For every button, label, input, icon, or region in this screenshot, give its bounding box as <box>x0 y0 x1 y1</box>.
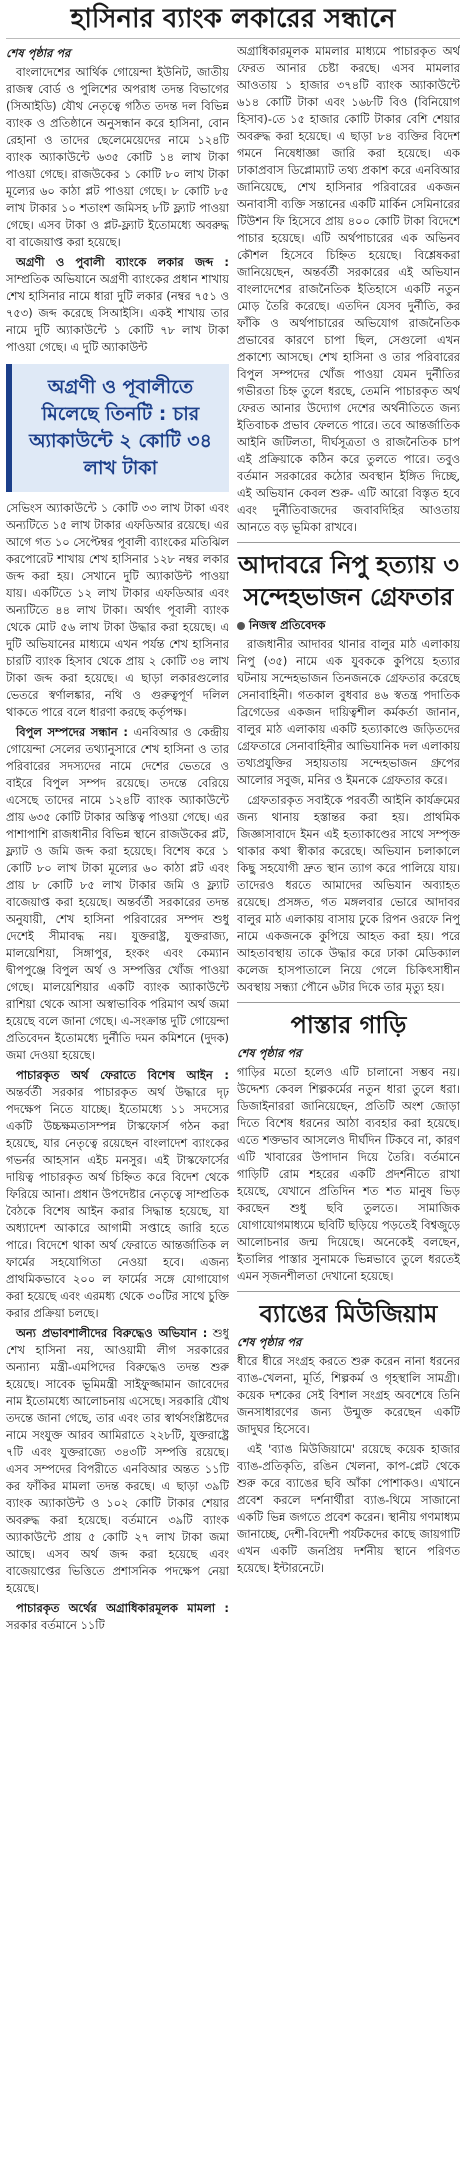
continuation-label: শেষ পৃষ্ঠার পর <box>237 1046 302 1060</box>
continuation-label: শেষ পৃষ্ঠার পর <box>237 1335 302 1349</box>
subheading: বিপুল সম্পদের সন্ধান : <box>16 725 128 739</box>
article-paragraph: এনবিআর ও কেন্দ্রীয় গোয়েন্দা সেলের তথ্যানুসারে শেখ হাসিনা ও তার পরিবারের সদস্যদের নামে দেশের ভেতরে ও বাইরে বিপুল সম্পদ রয়েছে। তদন্তে বেরিয়ে এসেছে তাদের নামে ১২৪টি ব্যাংক অ্যাকাউন্টে প্রায় ৬৩৫ কোটি টাকার অস্তিত্ব পাওয়া গেছে। এর পাশাপাশি রাজধানীর বিভিন্ন স্থানে রাজউকের প্লট, ফ্ল্যাট ও জমি জব্দ করা হয়েছে। বিশেষ করে ১ কোটি ৮০ লাখ টাকা মূল্যের ৬০ কাঠা প্লট এবং প্রায় ৮ কোটি ৮৫ লাখ টাকার জমি ও ফ্ল্যাট বাজেয়াপ্ত করা হয়েছে। অন্তর্বর্তী সরকারের তদন্ত অনুযায়ী, শেখ হাসিনা পরিবারের সম্পদ শুধু দেশেই সীমাবদ্ধ নয়। যুক্তরাষ্ট্র, যুক্তরাজ্য, মালয়েশিয়া, সিঙ্গাপুর, হংকং এবং কেম্যান দ্বীপপুঞ্জে বিপুল অর্থ ও সম্পত্তির খোঁজ পাওয়া গেছে। মালয়েশিয়ার একটি ব্যাংক অ্যাকাউন্টে রাশিয়া থেকে আসা অস্বাভাবিক পরিমাণ অর্থ জমা হয়েছে বলে জানা গেছে। এ-সংক্রান্ত দুটি গোয়েন্দা প্রতিবেদন ইতোমধ্যে দুর্নীতি দমন কমিশনে (দুদক) জমা দেওয়া হয়েছে। <box>6 725 229 1062</box>
main-headline: হাসিনার ব্যাংক লকারের সন্ধানে <box>6 2 460 39</box>
subheading: অন্য প্রভাবশালীদের বিরুদ্ধেও অভিযান : <box>16 1326 208 1340</box>
subheading: পাচারকৃত অর্থের অগ্রাধিকারমূলক মামলা : <box>16 1601 229 1615</box>
story-headline-frog-museum: ব্যাঙের মিউজিয়াম <box>237 1291 460 1330</box>
subheading: পাচারকৃত অর্থ ফেরাতে বিশেষ আইন : <box>16 1068 229 1082</box>
article-paragraph: গাড়ির মতো হলেও এটি চালানো সম্ভব নয়। উদ্দেশ্য কেবল শিল্পকর্মের নতুন ধারা তুলে ধরা। ডিজাইনাররা জানিয়েছেন, প্রতিটি অংশ জোড়া দিতে বিশেষ ধরনের আঠা ব্যবহার করা হয়েছে। এতে শক্তভাব আসলেও দীর্ঘদিন টিকবে না, কারণ এটি খাবারের উপাদান দিয়ে তৈরি। বর্তমানে গাড়িটি রোম শহরের একটি প্রদর্শনীতে রাখা হয়েছে, যেখানে প্রতিদিন শত শত মানুষ ভিড় করছেন শুধু ছবি তুলতে। সামাজিক যোগাযোগমাধ্যমে ছবিটি ছড়িয়ে পড়তেই বিশ্বজুড়ে আলোচনার জন্ম দিয়েছে। অনেকেই বলছেন, ইতালির পাস্তার সুনামকে ভিন্নভাবে তুলে ধরতেই এমন সৃজনশীলতা দেখানো হয়েছে। <box>237 1065 460 1283</box>
story-headline-adabor: আদাবরে নিপু হত্যায় ৩ সন্দেহভাজন গ্রেফতার <box>237 542 460 613</box>
byline-text: নিজস্ব প্রতিবেদক <box>249 618 326 632</box>
article-paragraph: সাম্প্রতিক অভিযানে অগ্রণী ব্যাংকের প্রধান শাখায় শেখ হাসিনার নামে ধারা দুটি লকার (নম্বর ৭৫১ ও ৭৫৩) জব্দ করেছে সিআইসি। একই শাখায় তার নামে দুটি অ্যাকাউন্টে ১ কোটি ৭৮ লাখ টাকা পাওয়া গেছে। এ দুটি অ্যাকাউন্ট <box>6 272 229 354</box>
continuation-label: শেষ পৃষ্ঠার পর <box>6 46 71 60</box>
pull-quote: অগ্রণী ও পূবালীতে মিলেছে তিনটি : চার অ্যাকাউন্টে ২ কোটি ৩৪ লাখ টাকা <box>6 364 229 492</box>
article-paragraph: গ্রেফতারকৃত সবাইকে পরবর্তী আইনি কার্যক্রমের জন্য থানায় হস্তান্তর করা হয়। প্রাথমিক জিজ্ঞাসাবাদে ইমন এই হত্যাকাণ্ডের সাথে সম্পৃক্ত থাকার কথা স্বীকার করেছে। অভিযান চলাকালে কিছু সহযোগী দ্রুত স্থান ত্যাগ করে পালিয়ে যায়। তাদেরও ধরতে আমাদের অভিযান অব্যাহত রয়েছে। প্রসঙ্গত, গত মঙ্গলবার ভোরে আদাবর বালুর মাঠ এলাকায় বাসায় ঢুকে রিপন ওরফে নিপু নামে একজনকে কুপিয়ে আহত করা হয়। পরে আহতাবস্থায় তাকে উদ্ধার করে ঢাকা মেডিক্যাল কলেজ হাসপাতালে নিয়ে গেলে চিকিৎসাধীন অবস্থায় সন্ধ্যা পৌনে ৬টার দিকে তার মৃত্যু হয়। <box>237 793 460 994</box>
byline <box>237 617 460 633</box>
subheading: অগ্রণী ও পুবালী ব্যাংকে লকার জব্দ : <box>16 255 229 269</box>
article-paragraph: বাংলাদেশের আর্থিক গোয়েন্দা ইউনিট, জাতীয় রাজস্ব বোর্ড ও পুলিশের অপরাধ তদন্ত বিভাগের (সিআইডি) যৌথ নেতৃত্বে গঠিত তদন্ত দল বিভিন্ন ব্যাংক ও প্রতিষ্ঠানে অনুসন্ধান করে হাসিনা, বোন রেহানা ও তাদের ছেলেমেয়েদের নামে ১২৪টি ব্যাংক অ্যাকাউন্টে ৬৩৫ কোটি ১৪ লাখ টাকা পাওয়া গেছে। রাজউকের ১ কোটি ৮০ লাখ টাকা মূল্যের ৬০ কাঠা প্লট পাওয়া গেছে। ৮ কোটি ৮৫ লাখ টাকার ১০ শতাংশ জমিসহ ৮টি ফ্ল্যাট পাওয়া গেছে। এসব টাকা ও প্লট-ফ্ল্যাট ইতোমধ্যে অবরুদ্ধ বা বাজেয়াপ্ত করা হয়েছে। <box>6 65 229 249</box>
story-headline-pasta: পাস্তার গাড়ি <box>237 1002 460 1041</box>
article-paragraph: রাজধানীর আদাবর থানার বালুর মাঠ এলাকায় নিপু (৩৫) নামে এক যুবককে কুপিয়ে হত্যার ঘটনায় সন্দেহভাজন তিনজনকে গ্রেফতার করেছে সেনাবাহিনী। গতকাল বুধবার ৪৬ স্বতন্ত্র পদাতিক ব্রিগেডের একজন দায়িত্বশীল কর্মকর্তা জানান, বালুর মাঠ এলাকায় একটি হত্যাকাণ্ডে জড়িতদের গ্রেফতারে সেনাবাহিনীর আভিযানিক দল এলাকায় তথ্যপ্রযুক্তির সহায়তায় সন্দেহভাজন গ্রুপের আলোর সবুজ, মনির ও ইমনকে গ্রেফতার করে। <box>237 637 460 787</box>
article-paragraph: সেভিংস অ্যাকাউন্টে ১ কোটি ৩৩ লাখ টাকা এবং অন্যটিতে ১৫ লাখ টাকার এফডিআর রয়েছে। এর আগে গত ১০ সেপ্টেম্বর পূবালী ব্যাংকের মতিঝিল করপোরেট শাখায় শেখ হাসিনার ১২৮ নম্বর লকার জব্দ করা হয়। সেখানে দুটি অ্যাকাউন্ট পাওয়া যায়। একটিতে ১২ লাখ টাকার এফডিআর এবং অন্যটিতে ৪৪ লাখ টাকা। অর্থাৎ পূবালী ব্যাংক থেকে মোট ৫৬ লাখ টাকা উদ্ধার করা হয়েছে। এ দুটি অভিযানের মাধ্যমে এখন পর্যন্ত শেখ হাসিনার চারটি ব্যাংক হিসাব থেকে প্রায় ২ কোটি ৩৪ লাখ টাকা জব্দ করা হয়েছে। এ ছাড়া লকারগুলোর ভেতরে স্বর্ণালঙ্কার, নথি ও গুরুত্বপূর্ণ দলিল থাকতে পারে বলে ধারণা করছে কর্তৃপক্ষ। <box>6 501 229 719</box>
article-paragraph: অন্তর্বর্তী সরকার পাচারকৃত অর্থ উদ্ধারে দৃঢ় পদক্ষেপ নিতে যাচ্ছে। ইতোমধ্যে ১১ সদস্যের একটি উচ্চক্ষমতাসম্পন্ন টাস্কফোর্স গঠন করা হয়েছে, যার নেতৃত্বে রয়েছেন বাংলাদেশ ব্যাংকের গভর্নর আহসান এইচ মনসুর। এই টাস্কফোর্সের দায়িত্ব পাচারকৃত অর্থ চিহ্নিত করে বিদেশ থেকে ফিরিয়ে আনা। প্রধান উপদেষ্টার নেতৃত্বে সাম্প্রতিক বৈঠকে বিশেষ আইন করার সিদ্ধান্ত হয়েছে, যা অধ্যাদেশ আকারে আগামী সপ্তাহে জারি হতে পারে। বিদেশে থাকা অর্থ ফেরাতে আন্তর্জাতিক ল ফার্মের সহযোগিতা নেওয়া হবে। এজন্য প্রাথমিকভাবে ২০০ ল ফার্মের সঙ্গে যোগাযোগ করা হয়েছে এবং এরমধ্য থেকে ৩০টির সাথে চুক্তি করার প্রক্রিয়া চলছে। <box>6 1085 229 1320</box>
article-paragraph: এই 'ব্যাঙ মিউজিয়ামে' রয়েছে কয়েক হাজার ব্যাঙ-প্রতিকৃতি, রঙিন খেলনা, কাপ-প্লেট থেকে শুরু করে ব্যাঙের ছবি আঁকা পোশাকও। এখানে প্রবেশ করলে দর্শনার্থীরা ব্যাঙ-থিমে সাজানো একটি ভিন্ন জগতে প্রবেশ করেন। স্থানীয় গণমাধ্যম জানাচ্ছে, দেশী-বিদেশী পর্যটকদের কাছে জায়গাটি এখন একটি জনপ্রিয় দর্শনীয় স্থানে পরিণত হয়েছে। ইন্টারনেটে। <box>237 1442 460 1575</box>
article-paragraph: ধীরে ধীরে সংগ্রহ করতে শুরু করেন নানা ধরনের ব্যাঙ-খেলনা, মূর্তি, শিল্পকর্ম ও গৃহস্থালি সামগ্রী। কয়েক দশকের সেই বিশাল সংগ্রহ অবশেষে তিনি জনসাধারণের জন্য উন্মুক্ত করেছেন একটি জাদুঘর হিসেবে। <box>237 1354 460 1436</box>
columns <box>6 43 460 2163</box>
article-paragraph: অগ্রাধিকারমূলক মামলার মাধ্যমে পাচারকৃত অর্থ ফেরত আনার চেষ্টা করছে। এসব মামলার আওতায় ১ হাজার ৩৭৪টি ব্যাংক অ্যাকাউন্টে ৬১৪ কোটি টাকা এবং ১৬৮টি বিও (বিনিয়োগ হিসাব)-তে ১৫ হাজার কোটি টাকার বেশি শেয়ার অবরুদ্ধ করা হয়েছে। এ ছাড়া ৮৪ ব্যক্তির বিদেশ গমনে নিষেধাজ্ঞা জারি করা হয়েছে। এক ঢাকাপ্রবাস ডিপ্লোম্যাট তথ্য প্রকাশ করে এনবিআর জানিয়েছে, শেখ হাসিনার পরিবারের একজন অনাবাসী ব্যক্তি সন্তানের একটি মার্কিন সেমিনারের টিউশন ফি হিসেবে প্রায় ৪০০ কোটি টাকা বিদেশে পাচার হয়েছে। এটি অর্থপাচারের এক অভিনব কৌশল হিসেবে চিহ্নিত হয়েছে। বিশ্লেষকরা জানিয়েছেন, অন্তর্বর্তী সরকারের এই অভিযান বাংলাদেশের রাজনৈতিক ইতিহাসে একটি নতুন মোড় তৈরি করেছে। এতদিন যেসব দুর্নীতি, কর ফাঁকি ও অর্থপাচারের অভিযোগ রাজনৈতিক প্রভাবের কারণে চাপা ছিল, সেগুলো এখন প্রকাশ্যে আসছে। শেখ হাসিনা ও তার পরিবারের বিপুল সম্পদের খোঁজ পাওয়া যেমন দুর্নীতির গভীরতা চিহ্ন তুলে ধরছে, তেমনি পাচারকৃত অর্থ ফেরত আনার উদ্যোগ দেশের অর্থনীতিতে জন্য ইতিবাচক প্রভাব ফেলতে পারে। তবে আন্তর্জাতিক আইনি জটিলতা, দীর্ঘসূত্রতা ও রাজনৈতিক চাপ এই প্রক্রিয়াকে কঠিন করে তুলতে পারে। তবুও বর্তমান সরকারের কঠোর অবস্থান ইঙ্গিত দিচ্ছে, এই অভিযান কেবল শুরু- এটি আরো বিস্তৃত হবে এবং দুর্নীতিবাজদের জবাবদিহির আওতায় আনতে বড় ভূমিকা রাখবে। <box>237 44 460 534</box>
right-column <box>237 43 460 2163</box>
bullet-icon <box>237 622 245 630</box>
article-paragraph: সরকার বর্তমানে ১১টি <box>6 1618 105 1632</box>
article-paragraph: শুধু শেখ হাসিনা নয়, আওয়ামী লীগ সরকারের অন্যান্য মন্ত্রী-এমপিদের বিরুদ্ধেও তদন্ত শুরু হয়েছে। সাবেক ভূমিমন্ত্রী সাইফুজ্জামান জাবেদের নাম ইতোমধ্যে আলোচনায় এসেছে। সরকারি যৌথ তদন্তে জানা গেছে, তার এবং তার স্বার্থসংশ্লিষ্টদের নামে সংযুক্ত আরব আমিরাতে ২২৮টি, যুক্তরাষ্ট্রে ৭টি এবং যুক্তরাজ্যে ৩৪৩টি সম্পত্তি রয়েছে। এসব সম্পদের বিপরীতে এনবিআর অন্তত ১১টি কর ফাঁকির মামলা তদন্ত করছে। এ ছাড়া ৩৯টি ব্যাংক অ্যাকাউন্ট ও ১০২ কোটি টাকার শেয়ার অবরুদ্ধ করা হয়েছে। বর্তমানে ৩৯টি ব্যাংক অ্যাকাউন্টে প্রায় ৫ কোটি ২৭ লাখ টাকা জমা আছে। এসব অর্থ জব্দ করা হয়েছে এবং বাজেয়াপ্তের ভিত্তিতে প্রশাসনিক পদক্ষেপ নেয়া হয়েছে। <box>6 1326 229 1595</box>
newspaper-page <box>0 2 466 2164</box>
left-column <box>6 43 229 2163</box>
